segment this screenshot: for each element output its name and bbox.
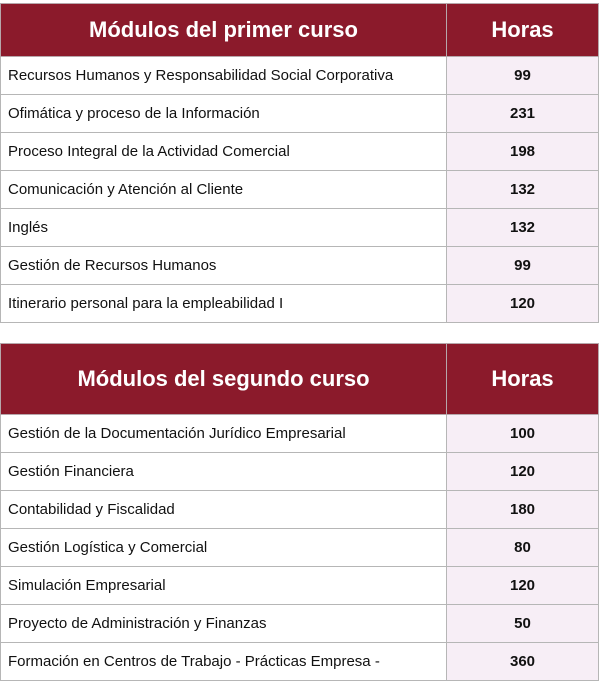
module-hours: 100 bbox=[447, 415, 599, 453]
table-row bbox=[1, 453, 599, 491]
table-header-row bbox=[1, 344, 599, 415]
module-hours: 80 bbox=[447, 529, 599, 567]
table-row bbox=[1, 567, 599, 605]
module-hours: 120 bbox=[447, 285, 599, 323]
table-row bbox=[1, 285, 599, 323]
module-name: Comunicación y Atención al Cliente bbox=[1, 171, 447, 209]
hours-column-header: Horas bbox=[447, 344, 599, 415]
table-row bbox=[1, 133, 599, 171]
table-row bbox=[1, 209, 599, 247]
module-hours: 180 bbox=[447, 491, 599, 529]
module-name: Simulación Empresarial bbox=[1, 567, 447, 605]
table-row bbox=[1, 415, 599, 453]
module-hours: 99 bbox=[447, 57, 599, 95]
table-row bbox=[1, 643, 599, 681]
module-name: Formación en Centros de Trabajo - Prácticas Empresa - bbox=[1, 643, 447, 681]
module-name: Gestión Financiera bbox=[1, 453, 447, 491]
first-course-table bbox=[0, 3, 599, 323]
module-name: Contabilidad y Fiscalidad bbox=[1, 491, 447, 529]
module-name: Ofimática y proceso de la Información bbox=[1, 95, 447, 133]
module-hours: 120 bbox=[447, 567, 599, 605]
module-hours: 231 bbox=[447, 95, 599, 133]
table-row bbox=[1, 491, 599, 529]
table-row bbox=[1, 529, 599, 567]
module-name: Proceso Integral de la Actividad Comercial bbox=[1, 133, 447, 171]
module-hours: 198 bbox=[447, 133, 599, 171]
table-row bbox=[1, 95, 599, 133]
second-course-table bbox=[0, 343, 599, 681]
hours-column-header: Horas bbox=[447, 4, 599, 57]
module-name: Inglés bbox=[1, 209, 447, 247]
module-name: Gestión Logística y Comercial bbox=[1, 529, 447, 567]
module-hours: 50 bbox=[447, 605, 599, 643]
module-column-header: Módulos del segundo curso bbox=[1, 344, 447, 415]
table-row bbox=[1, 171, 599, 209]
table-row bbox=[1, 247, 599, 285]
table-row bbox=[1, 57, 599, 95]
table-header-row bbox=[1, 4, 599, 57]
module-hours: 120 bbox=[447, 453, 599, 491]
module-name: Recursos Humanos y Responsabilidad Social Corporativa bbox=[1, 57, 447, 95]
module-hours: 360 bbox=[447, 643, 599, 681]
module-name: Gestión de la Documentación Jurídico Empresarial bbox=[1, 415, 447, 453]
module-name: Proyecto de Administración y Finanzas bbox=[1, 605, 447, 643]
module-hours: 99 bbox=[447, 247, 599, 285]
module-name: Itinerario personal para la empleabilidad I bbox=[1, 285, 447, 323]
table-row bbox=[1, 605, 599, 643]
module-hours: 132 bbox=[447, 209, 599, 247]
module-column-header: Módulos del primer curso bbox=[1, 4, 447, 57]
module-hours: 132 bbox=[447, 171, 599, 209]
module-name: Gestión de Recursos Humanos bbox=[1, 247, 447, 285]
